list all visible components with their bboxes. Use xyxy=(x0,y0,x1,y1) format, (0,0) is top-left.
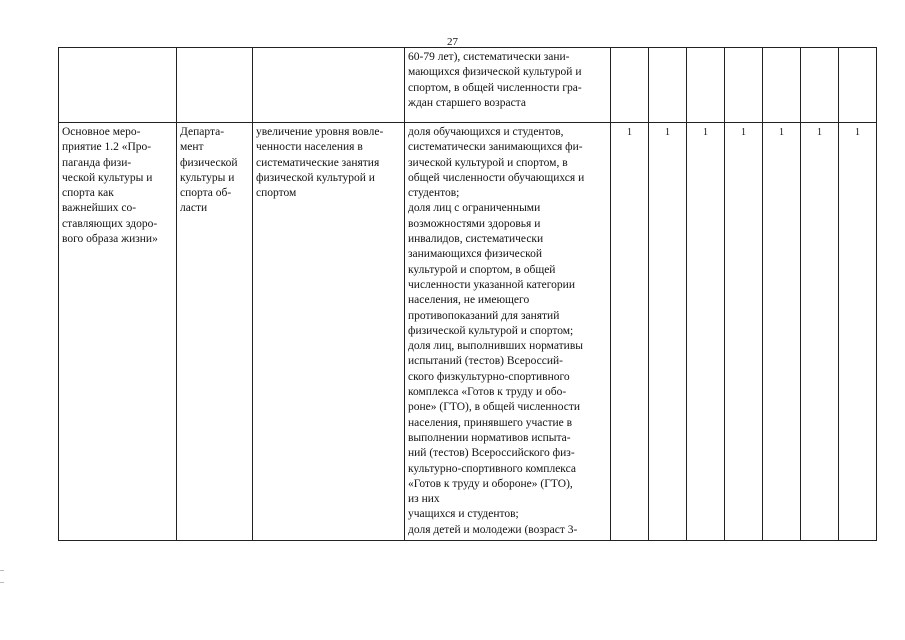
goal-text-line: физической культурой и xyxy=(256,171,375,184)
indicator-text-line: 60-79 лет), систематически зани- xyxy=(408,51,570,63)
indicator-text-line: испытаний (тестов) Всероссий- xyxy=(408,355,564,368)
value-cell: 1 xyxy=(649,123,687,541)
indicator-text-line: культурой и спортом, в общей xyxy=(408,263,556,276)
indicator-text-line: общей численности обучающихся и xyxy=(408,171,585,184)
indicator-text-line: «Готов к труду и обороне» (ГТО), xyxy=(408,477,573,490)
indicator-text-line: доля лиц, выполнивших нормативы xyxy=(408,340,583,353)
value-cell xyxy=(725,48,763,123)
executor-cell xyxy=(177,123,253,541)
event-text-line: ставляющих здоро- xyxy=(62,217,158,230)
executor-text-line: мент xyxy=(180,141,204,154)
indicator-text-line: студентов; xyxy=(408,187,460,200)
indicator-text-line: зической культурой и спортом, в xyxy=(408,156,568,169)
table-row xyxy=(59,123,877,541)
table-row xyxy=(59,48,877,123)
event-cell xyxy=(59,48,177,123)
value-cell: 1 xyxy=(725,123,763,541)
goal-text-line: ченности населения в xyxy=(256,141,363,154)
goal-text-line: увеличение уровня вовле- xyxy=(256,126,384,138)
indicator-text-line: населения, не имеющего xyxy=(408,294,530,307)
indicator-text-line: роне» (ГТО), в общей численности xyxy=(408,401,581,414)
event-cell xyxy=(59,123,177,541)
indicator-text-line: ний (тестов) Всероссийского физ- xyxy=(408,447,575,460)
indicator-text-line: инвалидов, систематически xyxy=(408,233,544,246)
indicator-text-line: населения, принявшего участие в xyxy=(408,416,573,429)
value-cell xyxy=(763,48,801,123)
indicator-text-line: доля лиц с ограниченными xyxy=(408,202,541,215)
indicator-cell xyxy=(405,123,611,541)
value-cell xyxy=(801,48,839,123)
value-cell xyxy=(687,48,725,123)
event-text-line: паганда физи- xyxy=(62,156,132,169)
margin-mark xyxy=(0,582,4,583)
event-text-line: Основное меро- xyxy=(62,126,141,138)
value-cell: 1 xyxy=(687,123,725,541)
indicator-text-line: занимающихся физической xyxy=(408,248,543,261)
value-cell: 1 xyxy=(839,123,877,541)
event-text-line: приятие 1.2 «Про- xyxy=(62,141,152,154)
value-cell: 1 xyxy=(611,123,649,541)
indicator-text-line: физической культурой и спортом; xyxy=(408,324,574,337)
indicator-text-line: из них xyxy=(408,493,440,506)
value-cell xyxy=(649,48,687,123)
indicator-text-line: ского физкультурно-спортивного xyxy=(408,370,570,383)
goal-cell xyxy=(253,123,405,541)
page-number: 27 xyxy=(447,36,458,48)
executor-text-line: культуры и xyxy=(180,171,235,184)
indicator-text-line: мающихся физической культурой и xyxy=(408,66,582,79)
program-table xyxy=(58,47,877,541)
margin-mark xyxy=(0,570,4,571)
indicator-text-line: доля обучающихся и студентов, xyxy=(408,126,564,138)
event-text-line: спорта как xyxy=(62,187,114,200)
executor-text-line: ласти xyxy=(180,202,208,215)
value-cell xyxy=(839,48,877,123)
indicator-text-line: спортом, в общей численности гра- xyxy=(408,81,582,94)
executor-text-line: спорта об- xyxy=(180,187,232,200)
executor-text-line: физической xyxy=(180,156,238,169)
event-text-line: важнейших со- xyxy=(62,202,137,215)
value-cell: 1 xyxy=(801,123,839,541)
indicator-text-line: комплекса «Готов к труду и обо- xyxy=(408,386,567,399)
indicator-text-line: численности указанной категории xyxy=(408,278,575,291)
indicator-cell xyxy=(405,48,611,123)
indicator-text-line: систематически занимающихся фи- xyxy=(408,141,583,154)
value-cell: 1 xyxy=(763,123,801,541)
indicator-text-line: выполнении нормативов испыта- xyxy=(408,431,571,444)
executor-text-line: Департа- xyxy=(180,126,225,138)
indicator-text-line: учащихся и студентов; xyxy=(408,508,519,521)
value-cell xyxy=(611,48,649,123)
executor-cell xyxy=(177,48,253,123)
indicator-text-line: противопоказаний для занятий xyxy=(408,309,560,322)
goal-cell xyxy=(253,48,405,123)
goal-text-line: систематические занятия xyxy=(256,156,380,169)
event-text-line: ческой культуры и xyxy=(62,171,153,184)
indicator-text-line: доля детей и молодежи (возраст 3- xyxy=(408,523,578,536)
indicator-text-line: культурно-спортивного комплекса xyxy=(408,462,576,475)
indicator-text-line: ждан старшего возраста xyxy=(408,96,526,109)
indicator-text-line: возможностями здоровья и xyxy=(408,217,541,230)
event-text-line: вого образа жизни» xyxy=(62,233,158,246)
goal-text-line: спортом xyxy=(256,187,297,200)
